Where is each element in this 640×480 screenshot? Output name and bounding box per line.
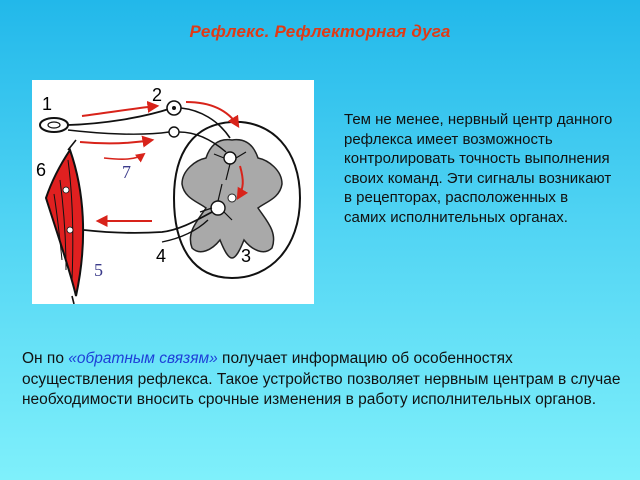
bottom-suffix: получает информацию об особенностях осуществления рефлекса. Такое устройство позволяет нервным центрам в случае необходимости вносить срочные изменения в работу исполнительных органов. xyxy=(22,350,621,408)
bottom-prefix: Он по xyxy=(22,350,69,367)
receptor xyxy=(40,108,172,132)
label-7: 7 xyxy=(122,162,131,182)
reflex-arc-diagram xyxy=(32,80,314,304)
label-6: 6 xyxy=(36,160,47,180)
side-paragraph: Тем не менее, нервный центр данного рефлекса имеет возможность контролировать точность выполнения своих команд. Эти сигналы возникают в рецепторах, расположенных в самих исполнительных органах. xyxy=(344,111,613,226)
spinal-cord xyxy=(174,122,300,278)
bottom-paragraph xyxy=(22,349,622,411)
reflex-arc-svg xyxy=(32,80,314,304)
muscle xyxy=(46,140,83,304)
label-3: 3 xyxy=(241,246,252,266)
label-4: 4 xyxy=(156,246,167,266)
label-1: 1 xyxy=(42,94,53,114)
feedback-term: «обратным связям» xyxy=(68,350,218,367)
label-5: 5 xyxy=(94,260,103,280)
slide-title: Рефлекс. Рефлекторная дуга xyxy=(189,22,451,41)
label-2: 2 xyxy=(152,85,163,105)
